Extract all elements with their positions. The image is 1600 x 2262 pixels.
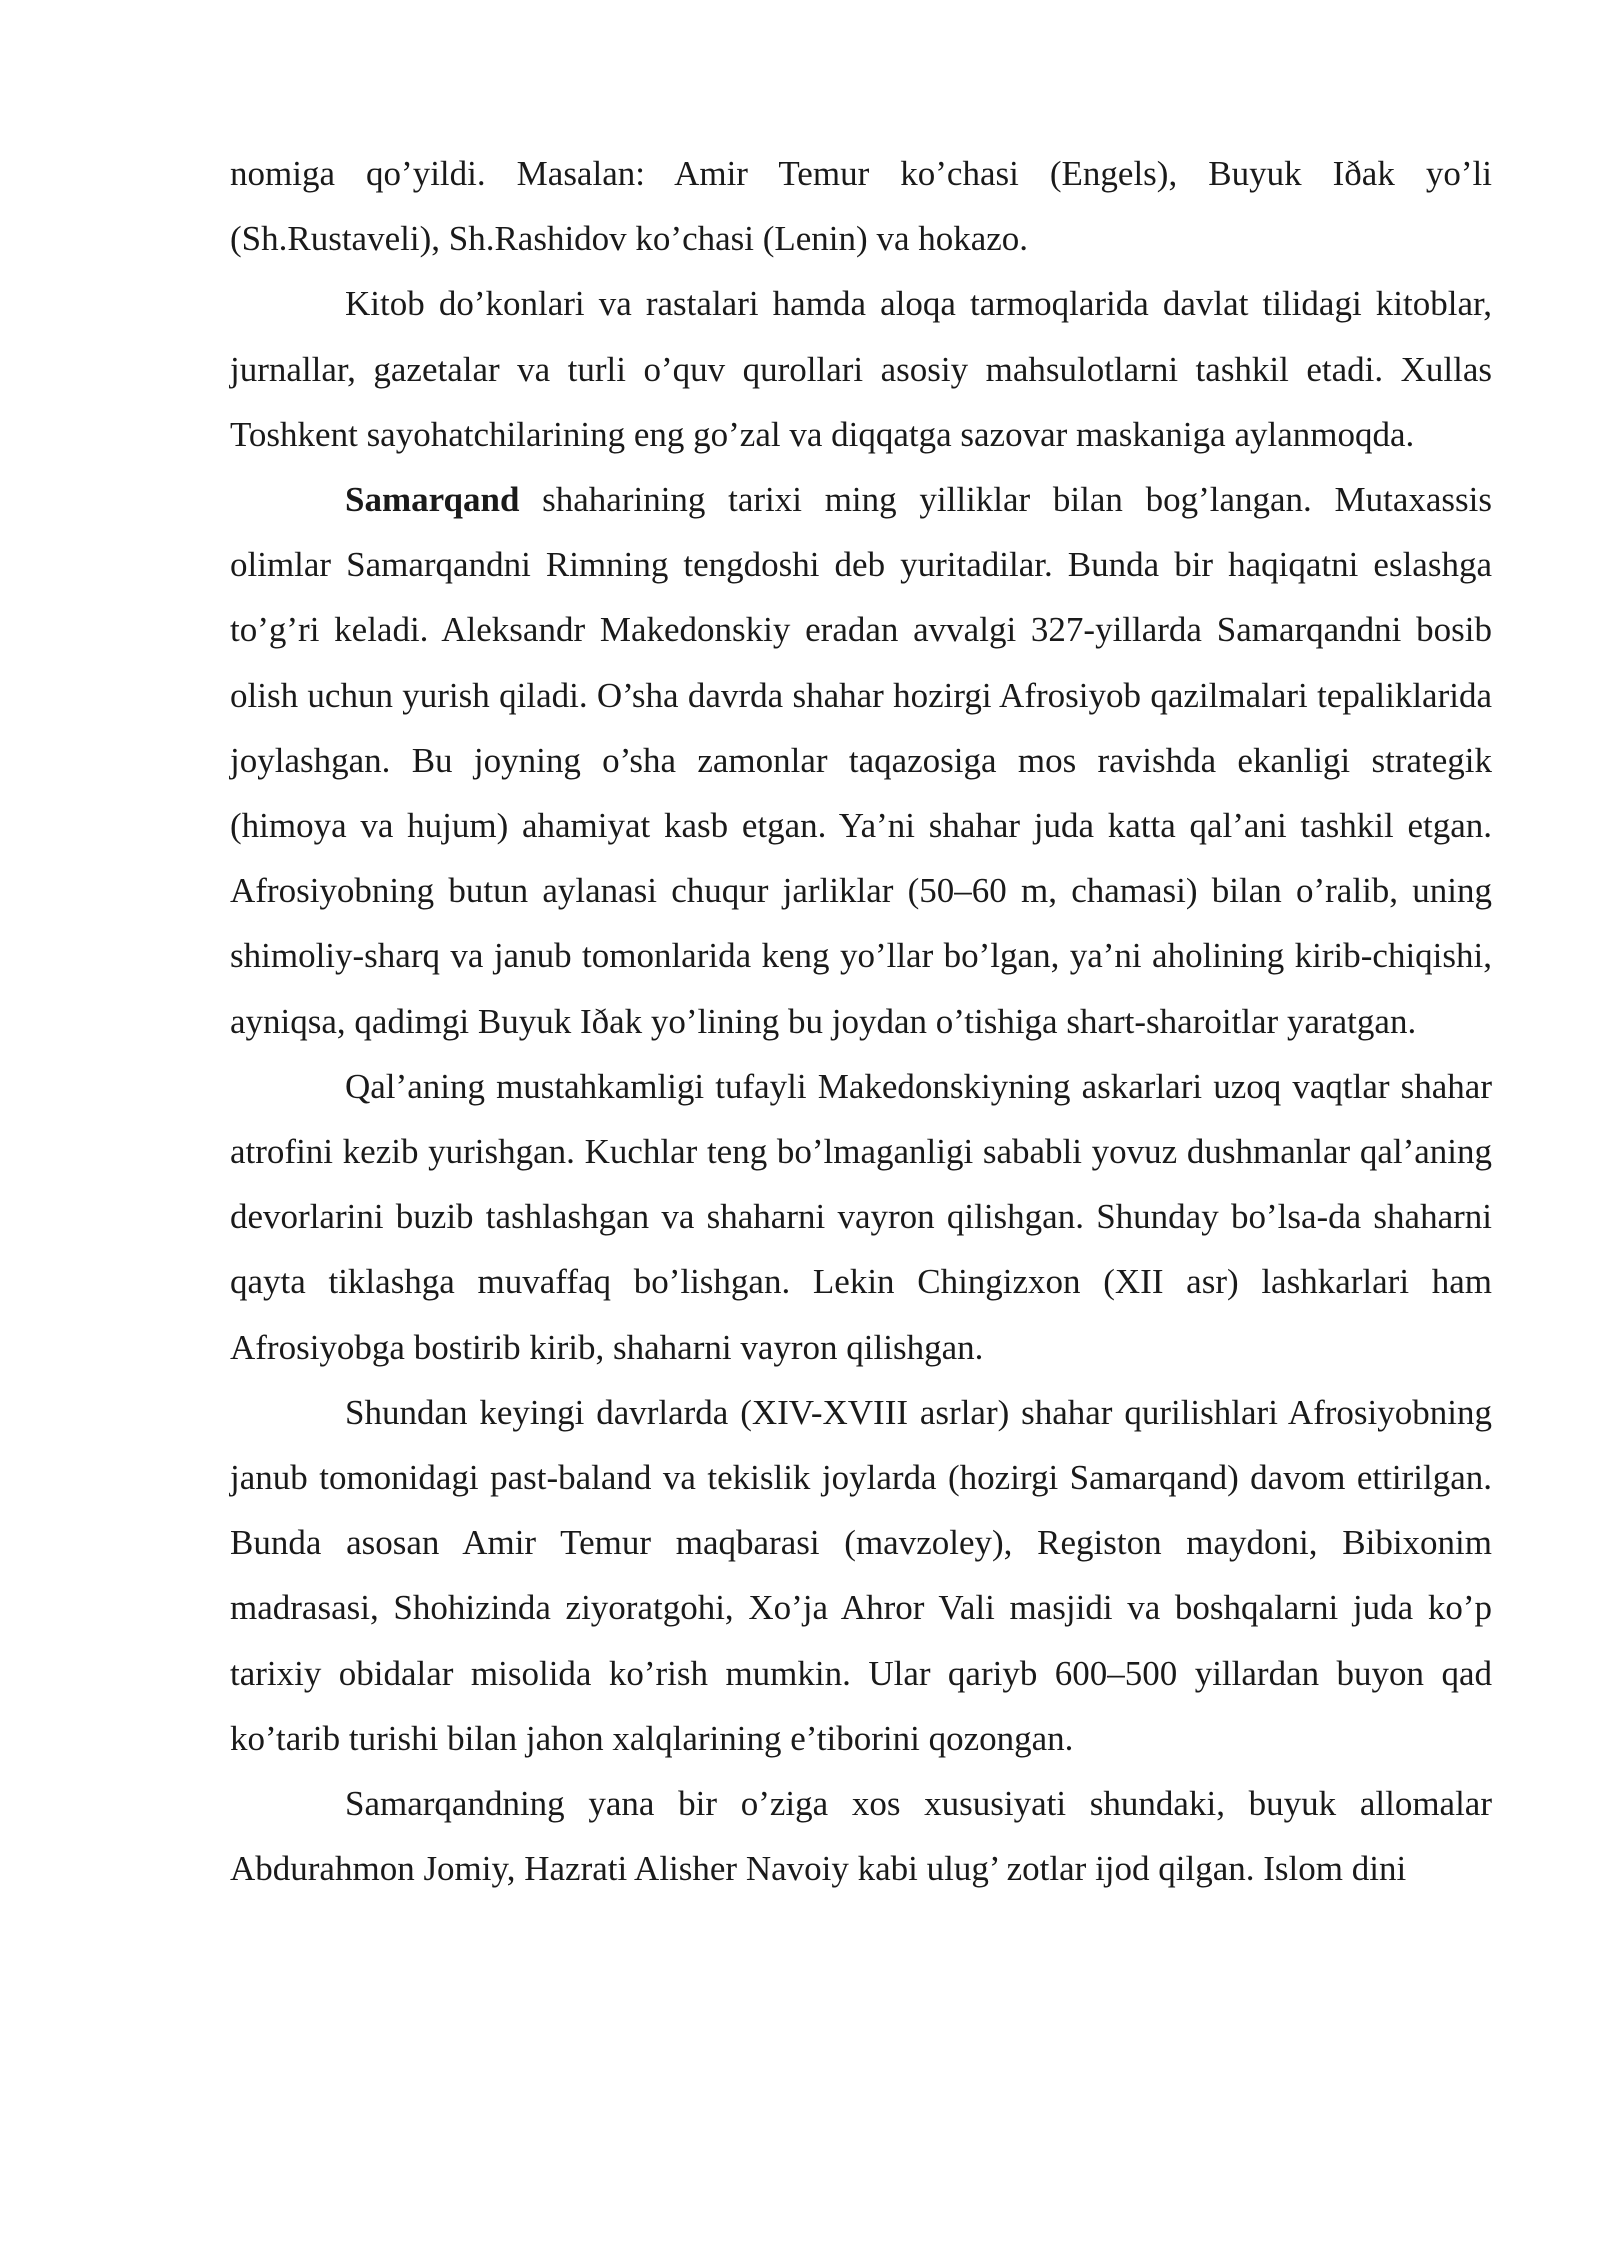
- paragraph-bold-lead: Samarqand: [345, 480, 520, 520]
- paragraph-street-names: [230, 141, 1492, 271]
- paragraph-text: Qal’aning mustahkamligi tufayli Makedonskiyning askarlari uzoq vaqtlar shahar atrofini kezib yurishgan. Kuchlar teng bo’lmaganligi sababli yovuz dushmanlar qal’aning devorlarini buzib tashlashgan va shaharni vayron qilishgan. Shunday bo’lsa-da shaharni qayta tiklashga muvaffaq bo’lishgan. Lekin Chingizxon (XII asr) lashkarlari ham Afrosiyobga bostirib kirib, shaharni vayron qilishgan.: [230, 1066, 1492, 1367]
- paragraph-text: Shundan keyingi davrlarda (XIV-XVIII asrlar) shahar qurilishlari Afrosiyobning janub tomonidagi past-baland va tekislik joylarda (hozirgi Samarqand) davom ettirilgan. Bunda asosan Amir Temur maqbarasi (mavzoley), Registon maydoni, Bibixonim madrasasi, Shohizinda ziyoratgohi, Xo’ja Ahror Vali masjidi va boshqalarni juda ko’p tarixiy obidalar misolida ko’rish mumkin. Ular qariyb 600–500 yillardan buyon qad ko’tarib turishi bilan jahon xalqlarining e’tiborini qozongan.: [230, 1392, 1492, 1758]
- paragraph-text: Samarqandning yana bir o’ziga xos xususiyati shundaki, buyuk allomalar Abdurahmon Jomiy, Hazrati Alisher Navoiy kabi ulug’ zotlar ijod qilgan. Islom dini: [230, 1784, 1492, 1889]
- paragraph-scholars: [230, 1771, 1492, 1901]
- paragraph-fortress: [230, 1054, 1492, 1380]
- paragraph-later-periods: [230, 1380, 1492, 1771]
- paragraph-text: shaharining tarixi ming yilliklar bilan bog’langan. Mutaxassis olimlar Samarqandni Rimning tengdoshi deb yuritadilar. Bunda bir haqiqatni eslashga to’g’ri keladi. Aleksandr Makedonskiy eradan avvalgi 327-yillarda Samarqandni bosib olish uchun yurish qiladi. O’sha davrda shahar hozirgi Afrosiyob qazilmalari tepaliklarida joylashgan. Bu joyning o’sha zamonlar taqazosiga mos ravishda ekanligi strategik (himoya va hujum) ahamiyat kasb etgan. Ya’ni shahar juda katta qal’ani tashkil etgan. Afrosiyobning butun aylanasi chuqur jarliklar (50–60 m, chamasi) bilan o’ralib, uning shimoliy-sharq va janub tomonlarida keng yo’llar bo’lgan, ya’ni aholining kirib-chiqishi, ayniqsa, qadimgi Buyuk Iðak yo’lining bu joydan o’tishiga shart-sharoitlar yaratgan.: [230, 480, 1492, 1041]
- paragraph-samarqand-history: [230, 467, 1492, 1054]
- paragraph-bookstores: [230, 271, 1492, 467]
- document-body: [230, 141, 1492, 1901]
- paragraph-text: Kitob do’konlari va rastalari hamda aloqa tarmoqlarida davlat tilidagi kitoblar, jurnallar, gazetalar va turli o’quv qurollari asosiy mahsulotlarni tashkil etadi. Xullas Toshkent sayohatchilarining eng go’zal va diqqatga sazovar maskaniga aylanmoqda.: [230, 284, 1492, 454]
- paragraph-text: nomiga qo’yildi. Masalan: Amir Temur ko’chasi (Engels), Buyuk Iðak yo’li (Sh.Rustaveli), Sh.Rashidov ko’chasi (Lenin) va hokazo.: [230, 154, 1492, 259]
